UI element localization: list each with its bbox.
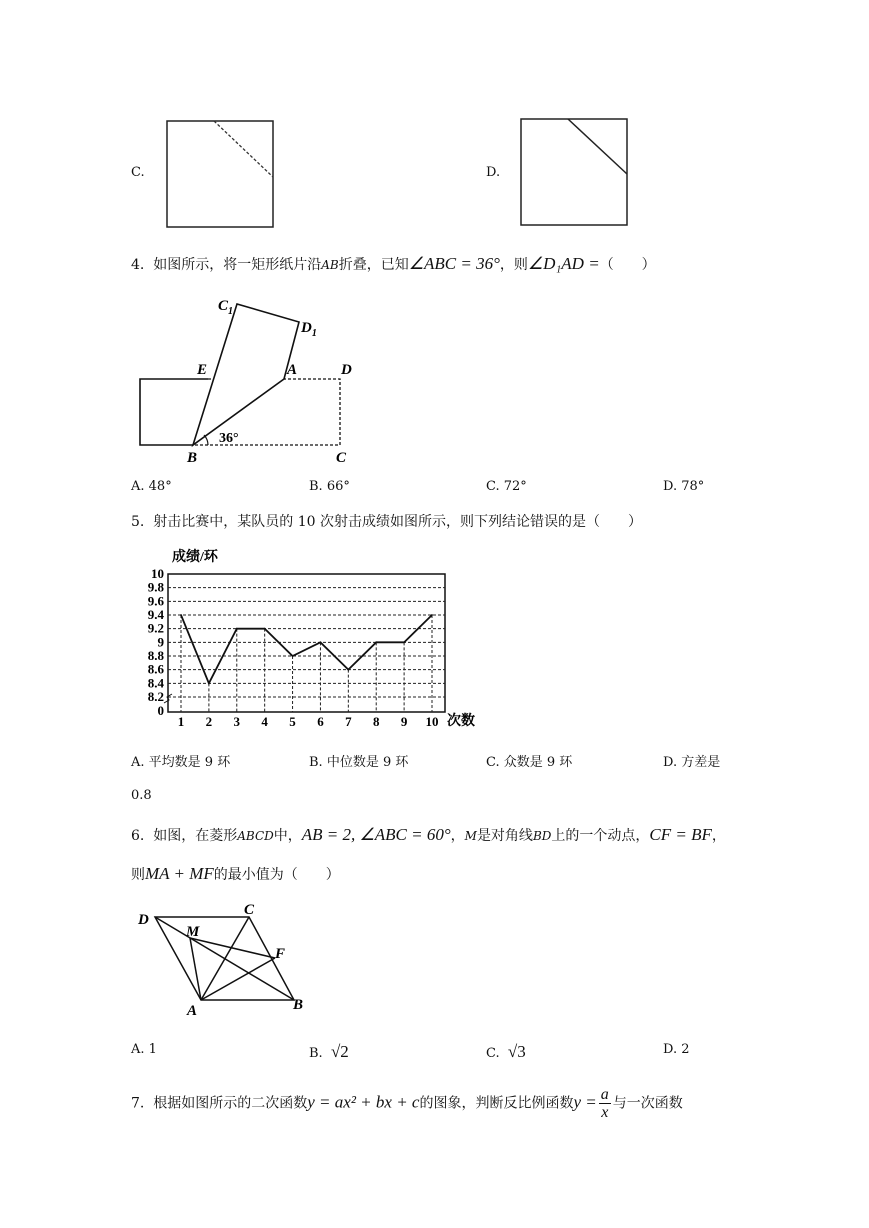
q6-option-c-value: √3	[507, 1042, 526, 1061]
q5-chart	[130, 540, 500, 740]
chart-point	[292, 655, 294, 657]
q3-option-d-figure	[515, 112, 635, 230]
q6-text4: 是对角线	[476, 828, 533, 844]
q6-abcd: ABCD	[237, 829, 274, 843]
q5-stem	[131, 511, 642, 531]
q4-label-b: B	[187, 450, 198, 466]
q4-figure	[130, 292, 370, 467]
q6-line2-b: 的最小值为（ ）	[213, 867, 340, 883]
chart-ytick-label: 8.8	[147, 648, 164, 663]
q6-given: AB = 2, ∠ABC = 60°	[301, 825, 451, 844]
q6-label-b: B	[293, 997, 304, 1013]
chart-xtick-label: 1	[177, 714, 185, 729]
q7-y-eq: y =	[573, 1092, 597, 1112]
q3-option-d-label: D.	[486, 165, 501, 180]
q7-frac-num: a	[600, 1086, 609, 1103]
chart-point	[375, 641, 377, 643]
q6-text3: ，	[450, 828, 465, 844]
chart-ytick-label: 9.6	[147, 593, 164, 609]
q6-option-a: A. 1	[131, 1042, 157, 1057]
q6-ma-mf: MA + MF	[145, 864, 214, 883]
q6-label-c: C	[244, 902, 255, 918]
q7-text1: 根据如图所示的二次函数	[153, 1095, 308, 1112]
q6-option-b-value: √2	[330, 1042, 349, 1061]
q6-text5: 上的一个动点，	[551, 828, 650, 844]
chart-xtick-label: 9	[400, 714, 408, 729]
q6-option-c-letter: C.	[486, 1046, 500, 1061]
q5-text: 射击比赛中，某队员的 10 次射击成绩如图所示，则下列结论错误的是（ ）	[153, 514, 642, 530]
q6-point-m: M	[464, 829, 477, 843]
q6-text6: ，	[711, 828, 726, 844]
chart-ytick-label: 9.8	[147, 579, 164, 595]
q6-label-a: A	[187, 1003, 198, 1017]
chart-xtick-label: 6	[317, 714, 324, 729]
q4-text-then: ，则	[499, 257, 528, 273]
chart-ytick-label: 8.6	[147, 661, 164, 677]
q6-option-d: D. 2	[663, 1042, 690, 1057]
q4-angle-d1ad: ∠D₁AD =	[527, 254, 600, 273]
q4-angle-abc: ∠ABC = 36°	[408, 254, 500, 273]
q5-option-d-cont: 0.8	[131, 788, 152, 803]
q4-option-a: A. 48°	[131, 479, 172, 494]
q4-text-mid: 折叠，已知	[338, 257, 409, 273]
q4-text-end: （ ）	[599, 257, 656, 273]
q4-label-a: A	[287, 362, 298, 378]
chart-point	[208, 682, 210, 684]
chart-ytick-label: 8.2	[147, 689, 164, 704]
q4-label-d: D	[341, 362, 352, 378]
q6-bd: BD	[532, 829, 552, 843]
q6-text1: 如图，在菱形	[153, 828, 238, 844]
q4-number: 4.	[131, 257, 145, 273]
q6-option-b-letter: B.	[309, 1046, 323, 1061]
chart-point	[264, 628, 266, 630]
chart-ytick-label: 8.4	[147, 675, 164, 691]
q6-number: 6.	[131, 828, 145, 844]
q7-fraction	[599, 1086, 611, 1121]
chart-xlabel: 次数	[447, 714, 475, 729]
q4-label-c1: $C_1$	[218, 298, 234, 317]
chart-ytick-label: 9.4	[147, 607, 164, 622]
chart-ytick-label: 9	[157, 634, 164, 650]
q6-option-b	[309, 1042, 349, 1062]
chart-xtick-label: 2	[205, 714, 213, 729]
chart-ylabel: 成绩/环	[172, 550, 218, 565]
chart-xtick-label: 4	[261, 714, 268, 729]
q6-line2-a: 则	[131, 867, 145, 883]
q6-stem-line1	[131, 825, 726, 845]
chart-ytick-label: 9.2	[147, 620, 164, 636]
q6-option-c	[486, 1042, 526, 1062]
chart-point	[180, 614, 182, 616]
chart-point	[347, 669, 349, 671]
q4-option-b: B. 66°	[309, 479, 350, 494]
q5-option-c: C. 众数是 9 环	[486, 755, 573, 770]
q4-segment-ab: AB	[321, 258, 339, 272]
q4-text-before: 如图所示，将一矩形纸片沿	[153, 257, 322, 273]
q5-option-d: D. 方差是	[663, 755, 721, 770]
chart-series-line	[181, 615, 432, 683]
chart-xtick-label: 7	[345, 714, 352, 729]
q7-number: 7.	[131, 1095, 145, 1112]
chart-xtick-label: 8	[372, 714, 380, 729]
q4-angle-label: 36°	[219, 431, 239, 446]
chart-point	[320, 641, 322, 643]
q6-figure	[135, 902, 315, 1017]
q7-text3: 与一次函数	[612, 1095, 683, 1112]
chart-point	[403, 641, 405, 643]
q5-option-b: B. 中位数是 9 环	[309, 755, 409, 770]
q4-label-e: E	[197, 362, 208, 378]
q7-quadratic: y = ax² + bx + c	[307, 1092, 420, 1112]
q6-cf-bf: CF = BF	[649, 825, 712, 844]
chart-xtick-label: 10	[425, 714, 439, 729]
chart-xtick-label: 3	[233, 714, 241, 729]
chart-ytick-label: 0	[157, 703, 164, 718]
q6-label-m: M	[186, 924, 200, 940]
q7-frac-den: x	[601, 1104, 609, 1121]
q4-label-d1: $D_1$	[301, 320, 317, 339]
q6-stem-line2	[131, 864, 340, 884]
q4-option-c: C. 72°	[486, 479, 527, 494]
q3-option-c-figure	[160, 115, 280, 230]
q4-stem	[131, 254, 656, 274]
q4-label-c: C	[336, 450, 347, 466]
q6-label-f: F	[275, 946, 286, 962]
q6-text2: 中，	[273, 828, 302, 844]
chart-xtick-label: 5	[289, 714, 296, 729]
q7-text2: 的图象，判断反比例函数	[419, 1095, 574, 1112]
chart-point	[236, 628, 238, 630]
q4-option-d: D. 78°	[663, 479, 705, 494]
q3-option-c-label: C.	[131, 165, 145, 180]
q5-number: 5.	[131, 514, 145, 530]
q5-option-a: A. 平均数是 9 环	[131, 755, 231, 770]
q7-stem	[131, 1086, 683, 1121]
chart-point	[431, 614, 433, 616]
q6-label-d: D	[138, 912, 149, 928]
chart-ytick-label: 10	[151, 566, 164, 581]
